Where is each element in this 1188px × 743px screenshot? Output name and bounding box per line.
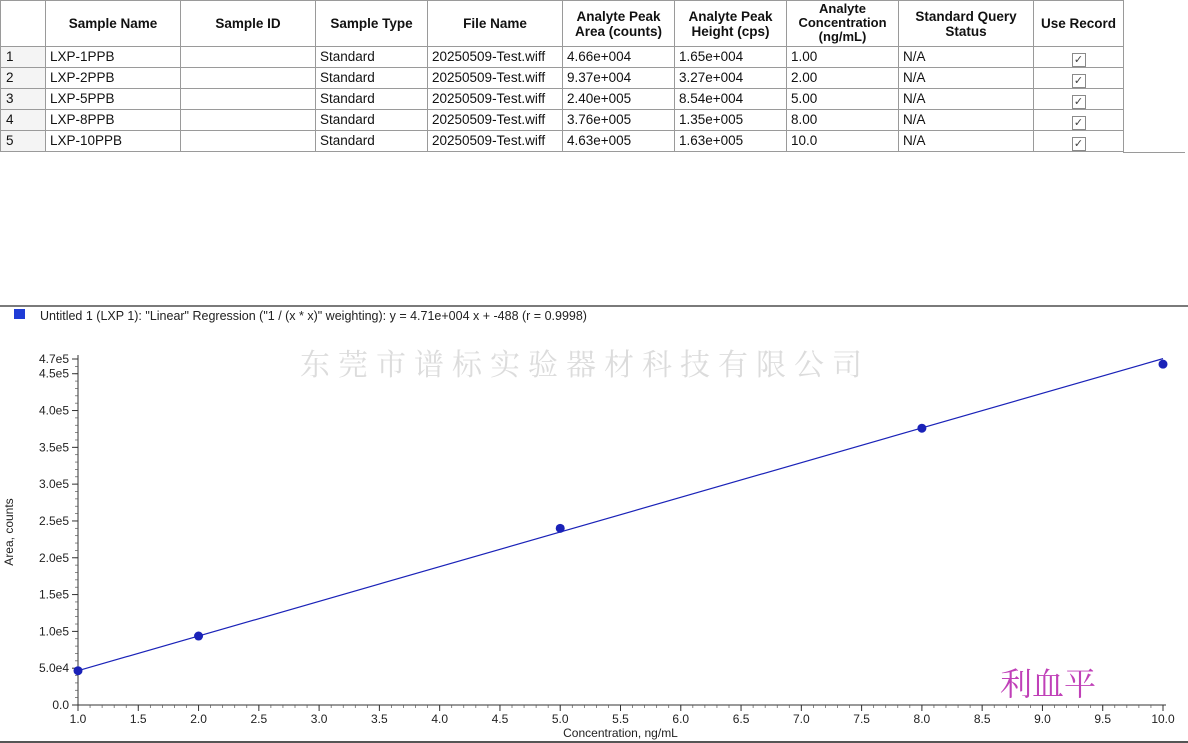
use-record-checkbox[interactable]: ✓ xyxy=(1072,74,1086,88)
use-record-cell[interactable] xyxy=(1034,47,1124,68)
query-status-cell[interactable]: N/A xyxy=(899,131,1034,152)
sample-type-cell[interactable]: Standard xyxy=(316,131,428,152)
table-row[interactable] xyxy=(1,68,1124,89)
x-tick-label: 9.0 xyxy=(1034,712,1051,726)
legend-text: Untitled 1 (LXP 1): "Linear" Regression ("1 / (x * x)" weighting): y = 4.71e+004 x + -488 (r = 0.9998) xyxy=(40,309,587,323)
file-name-cell[interactable]: 20250509-Test.wiff xyxy=(428,89,563,110)
x-axis-title: Concentration, ng/mL xyxy=(563,726,678,740)
y-tick-label: 4.0e5 xyxy=(38,403,69,418)
peak-area-cell[interactable]: 3.76e+005 xyxy=(563,110,675,131)
y-tick-label: 5.0e4 xyxy=(38,661,69,676)
peak-height-cell[interactable]: 3.27e+004 xyxy=(675,68,787,89)
query-status-cell[interactable]: N/A xyxy=(899,68,1034,89)
sample-id-cell[interactable] xyxy=(181,68,316,89)
query-status-cell[interactable]: N/A xyxy=(899,89,1034,110)
header-peak-height[interactable]: Analyte Peak Height (cps) xyxy=(675,1,787,47)
row-number: 1 xyxy=(1,47,46,68)
sample-name-cell[interactable]: LXP-5PPB xyxy=(46,89,181,110)
results-table xyxy=(0,0,1124,152)
use-record-checkbox[interactable]: ✓ xyxy=(1072,95,1086,109)
x-tick-label: 7.0 xyxy=(792,712,810,726)
table-row[interactable] xyxy=(1,110,1124,131)
sample-name-cell[interactable]: LXP-8PPB xyxy=(46,110,181,131)
y-tick-label: 0.0 xyxy=(52,698,69,712)
x-tick-label: 3.0 xyxy=(310,712,328,726)
header-use-record[interactable]: Use Record xyxy=(1034,1,1124,47)
x-tick-label: 7.5 xyxy=(853,712,870,726)
y-tick-label: 2.0e5 xyxy=(38,550,69,565)
legend-swatch xyxy=(14,309,25,319)
x-tick-label: 8.0 xyxy=(913,712,931,726)
table-edge-line xyxy=(1123,152,1185,153)
use-record-cell[interactable] xyxy=(1034,89,1124,110)
peak-area-cell[interactable]: 9.37e+004 xyxy=(563,68,675,89)
row-number: 3 xyxy=(1,89,46,110)
data-point[interactable] xyxy=(194,632,203,641)
results-table-pane xyxy=(0,0,1188,305)
peak-area-cell[interactable]: 4.66e+004 xyxy=(563,47,675,68)
x-tick-label: 3.5 xyxy=(371,712,388,726)
concentration-cell[interactable]: 8.00 xyxy=(787,110,899,131)
x-tick-label: 9.5 xyxy=(1094,712,1112,726)
row-number: 5 xyxy=(1,131,46,152)
sample-id-cell[interactable] xyxy=(181,131,316,152)
sample-type-cell[interactable]: Standard xyxy=(316,68,428,89)
query-status-cell[interactable]: N/A xyxy=(899,110,1034,131)
header-file-name[interactable]: File Name xyxy=(428,1,563,47)
header-concentration[interactable]: Analyte Concentration (ng/mL) xyxy=(787,1,899,47)
data-point[interactable] xyxy=(74,666,83,675)
row-number: 2 xyxy=(1,68,46,89)
regression-line[interactable] xyxy=(78,359,1163,671)
y-tick-label: 2.5e5 xyxy=(38,513,69,528)
concentration-cell[interactable]: 2.00 xyxy=(787,68,899,89)
peak-area-cell[interactable]: 2.40e+005 xyxy=(563,89,675,110)
use-record-checkbox[interactable]: ✓ xyxy=(1072,53,1086,67)
y-axis-title: Area, counts xyxy=(2,498,16,566)
y-tick-label: 4.7e5 xyxy=(38,352,69,366)
x-tick-label: 5.5 xyxy=(612,712,629,726)
x-tick-label: 10.0 xyxy=(1151,712,1175,726)
file-name-cell[interactable]: 20250509-Test.wiff xyxy=(428,131,563,152)
query-status-cell[interactable]: N/A xyxy=(899,47,1034,68)
x-tick-label: 4.0 xyxy=(431,712,449,726)
sample-id-cell[interactable] xyxy=(181,89,316,110)
use-record-cell[interactable] xyxy=(1034,110,1124,131)
calibration-plot-pane xyxy=(0,307,1188,743)
table-row[interactable] xyxy=(1,89,1124,110)
peak-area-cell[interactable]: 4.63e+005 xyxy=(563,131,675,152)
y-tick-label: 3.0e5 xyxy=(38,477,69,492)
data-point[interactable] xyxy=(1159,360,1168,369)
header-sample-id[interactable]: Sample ID xyxy=(181,1,316,47)
x-tick-label: 6.5 xyxy=(732,712,750,726)
x-tick-label: 1.5 xyxy=(129,712,147,726)
x-tick-label: 2.5 xyxy=(250,712,268,726)
row-number: 4 xyxy=(1,110,46,131)
sample-type-cell[interactable]: Standard xyxy=(316,47,428,68)
stamp-watermark: 利血平 xyxy=(1000,665,1097,703)
sample-type-cell[interactable]: Standard xyxy=(316,110,428,131)
header-peak-area[interactable]: Analyte Peak Area (counts) xyxy=(563,1,675,47)
sample-name-cell[interactable]: LXP-2PPB xyxy=(46,68,181,89)
concentration-cell[interactable]: 1.00 xyxy=(787,47,899,68)
header-row-number[interactable] xyxy=(1,1,46,47)
header-sample-name[interactable]: Sample Name xyxy=(46,1,181,47)
x-tick-label: 5.0 xyxy=(551,712,569,726)
concentration-cell[interactable]: 5.00 xyxy=(787,89,899,110)
table-header-row xyxy=(1,1,1124,47)
y-tick-label: 1.0e5 xyxy=(38,624,69,639)
data-point[interactable] xyxy=(556,524,565,533)
concentration-cell[interactable]: 10.0 xyxy=(787,131,899,152)
use-record-cell[interactable] xyxy=(1034,131,1124,152)
peak-height-cell[interactable]: 1.35e+005 xyxy=(675,110,787,131)
data-point[interactable] xyxy=(917,424,926,433)
use-record-cell[interactable] xyxy=(1034,68,1124,89)
table-body xyxy=(1,47,1124,152)
sample-name-cell[interactable]: LXP-10PPB xyxy=(46,131,181,152)
sample-type-cell[interactable]: Standard xyxy=(316,89,428,110)
sample-name-cell[interactable]: LXP-1PPB xyxy=(46,47,181,68)
file-name-cell[interactable]: 20250509-Test.wiff xyxy=(428,110,563,131)
x-tick-label: 8.5 xyxy=(973,712,991,726)
peak-height-cell[interactable]: 1.63e+005 xyxy=(675,131,787,152)
file-name-cell[interactable]: 20250509-Test.wiff xyxy=(428,68,563,89)
file-name-cell[interactable]: 20250509-Test.wiff xyxy=(428,47,563,68)
header-sample-type[interactable]: Sample Type xyxy=(316,1,428,47)
table-row[interactable] xyxy=(1,47,1124,68)
table-row[interactable] xyxy=(1,131,1124,152)
company-watermark: 东莞市谱标实验器材科技有限公司 xyxy=(300,348,870,383)
header-query-status[interactable]: Standard Query Status xyxy=(899,1,1034,47)
y-tick-label: 4.5e5 xyxy=(38,366,69,381)
y-tick-label: 1.5e5 xyxy=(38,587,69,602)
y-tick-label: 3.5e5 xyxy=(38,440,69,455)
peak-height-cell[interactable]: 8.54e+004 xyxy=(675,89,787,110)
x-tick-label: 2.0 xyxy=(190,712,207,726)
peak-height-cell[interactable]: 1.65e+004 xyxy=(675,47,787,68)
use-record-checkbox[interactable]: ✓ xyxy=(1072,137,1086,151)
use-record-checkbox[interactable]: ✓ xyxy=(1072,116,1086,130)
x-tick-label: 1.0 xyxy=(69,712,87,726)
x-tick-label: 6.0 xyxy=(672,712,690,726)
sample-id-cell[interactable] xyxy=(181,47,316,68)
x-tick-label: 4.5 xyxy=(491,712,509,726)
sample-id-cell[interactable] xyxy=(181,110,316,131)
